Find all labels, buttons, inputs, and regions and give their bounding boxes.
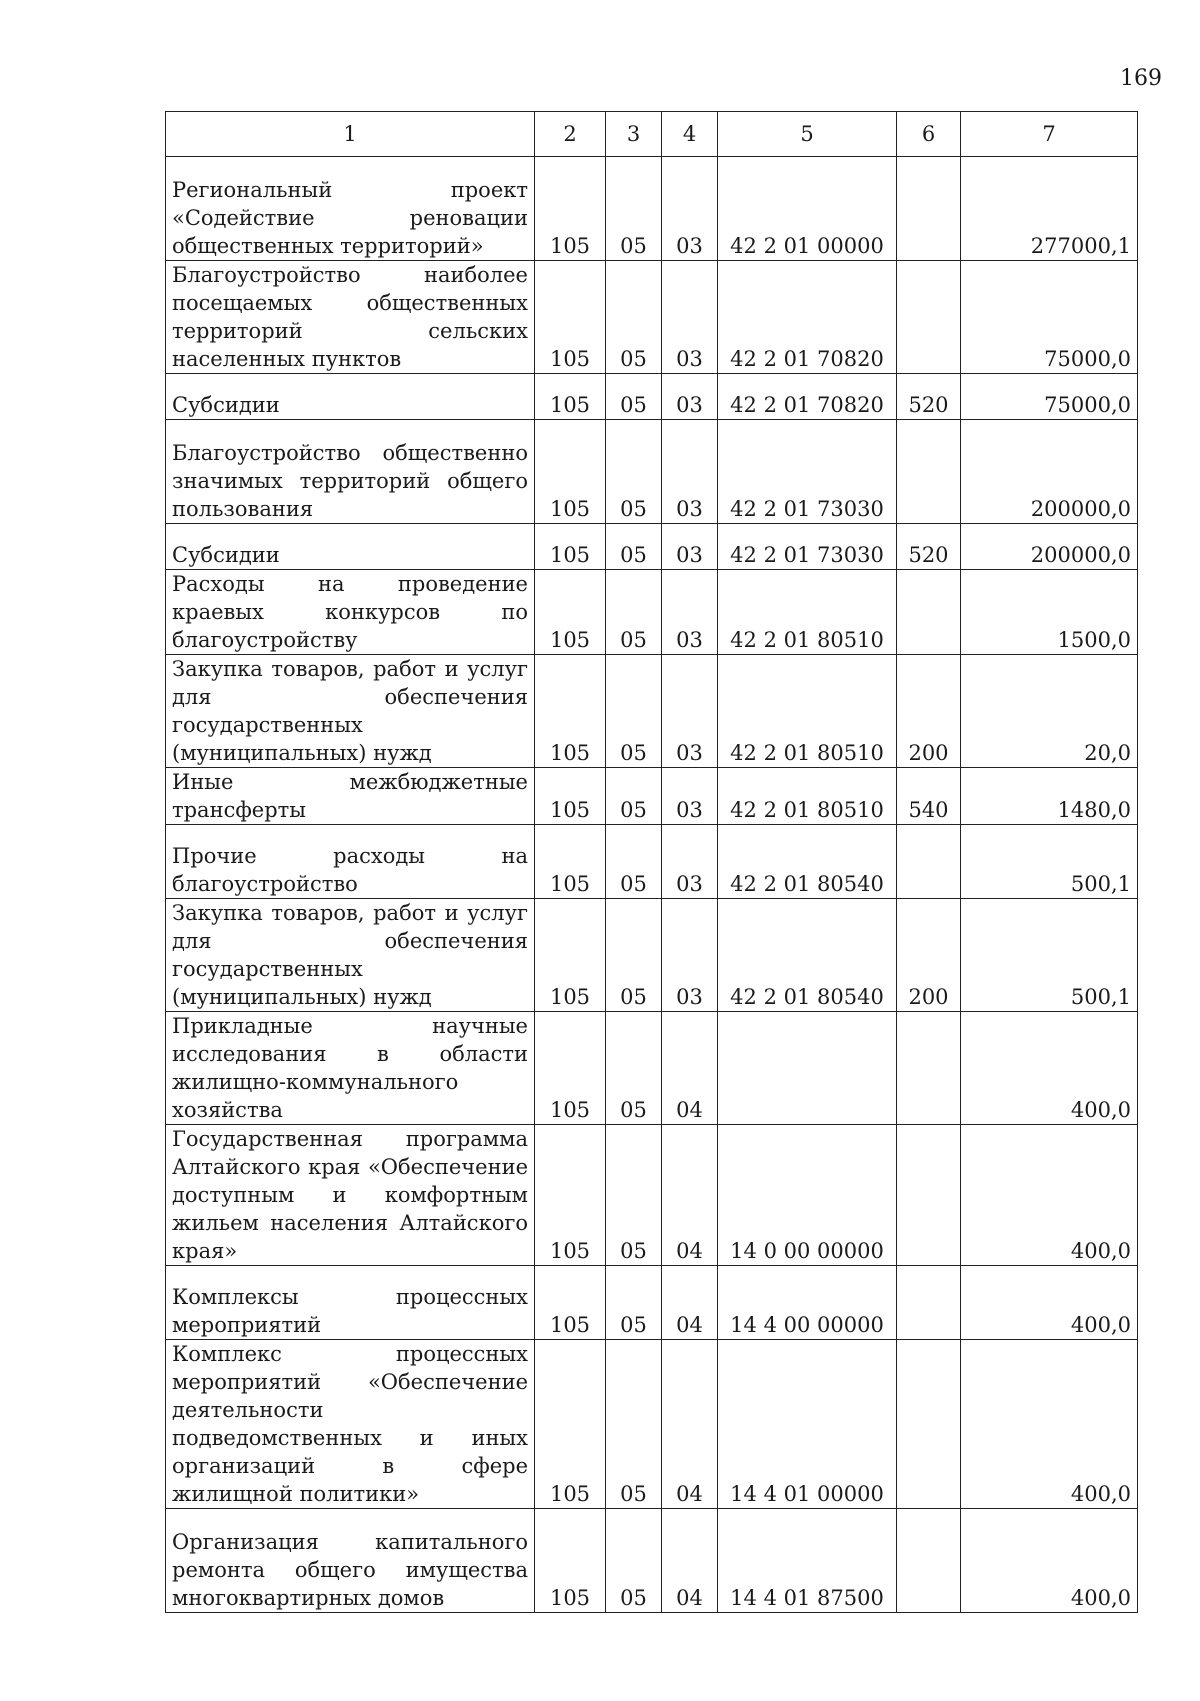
- row-name: Государственная программа Алтайского края «Обеспечение доступным и комфортным жильем населения Алтайского края»: [166, 1125, 535, 1266]
- row-amount: 277000,1: [961, 157, 1138, 261]
- row-name: Организация капитального ремонта общего имущества многоквартирных домов: [166, 1509, 535, 1613]
- row-ministry-code: 105: [535, 655, 606, 768]
- table-row: [166, 261, 1138, 374]
- row-target-code: 14 4 01 87500: [718, 1509, 897, 1613]
- row-section-code: 05: [606, 524, 662, 570]
- row-section-code: 05: [606, 570, 662, 655]
- row-expense-type: [897, 825, 961, 899]
- row-expense-type: 540: [897, 768, 961, 825]
- row-ministry-code: 105: [535, 374, 606, 420]
- row-subsection-code: 04: [662, 1125, 718, 1266]
- row-subsection-code: 03: [662, 899, 718, 1012]
- row-subsection-code: 04: [662, 1266, 718, 1340]
- row-section-code: 05: [606, 768, 662, 825]
- header-col-1: 1: [166, 112, 535, 157]
- row-expense-type: [897, 157, 961, 261]
- row-amount: 75000,0: [961, 374, 1138, 420]
- row-target-code: 42 2 01 80540: [718, 899, 897, 1012]
- row-section-code: 05: [606, 899, 662, 1012]
- row-ministry-code: 105: [535, 899, 606, 1012]
- row-target-code: 14 4 01 00000: [718, 1340, 897, 1509]
- row-section-code: 05: [606, 655, 662, 768]
- row-subsection-code: 03: [662, 655, 718, 768]
- row-amount: 400,0: [961, 1012, 1138, 1125]
- row-name: Субсидии: [166, 524, 535, 570]
- row-expense-type: [897, 1012, 961, 1125]
- row-amount: 1500,0: [961, 570, 1138, 655]
- row-target-code: 42 2 01 73030: [718, 524, 897, 570]
- row-target-code: 42 2 01 73030: [718, 420, 897, 524]
- row-name: Закупка товаров, работ и услуг для обеспечения государственных (муниципальных) нужд: [166, 899, 535, 1012]
- table-row: [166, 374, 1138, 420]
- row-target-code: 42 2 01 80540: [718, 825, 897, 899]
- row-name: Иные межбюджетные трансферты: [166, 768, 535, 825]
- row-ministry-code: 105: [535, 157, 606, 261]
- header-col-3: 3: [606, 112, 662, 157]
- row-subsection-code: 03: [662, 261, 718, 374]
- row-expense-type: 520: [897, 524, 961, 570]
- table-row: [166, 157, 1138, 261]
- row-amount: 200000,0: [961, 420, 1138, 524]
- row-section-code: 05: [606, 1125, 662, 1266]
- budget-table: [165, 111, 1138, 1613]
- row-section-code: 05: [606, 1012, 662, 1125]
- row-amount: 500,1: [961, 899, 1138, 1012]
- row-subsection-code: 04: [662, 1012, 718, 1125]
- row-name: Благоустройство общественно значимых территорий общего пользования: [166, 420, 535, 524]
- row-expense-type: [897, 1125, 961, 1266]
- row-name: Региональный проект «Содействие реновации общественных территорий»: [166, 157, 535, 261]
- row-target-code: 42 2 01 80510: [718, 768, 897, 825]
- row-amount: 400,0: [961, 1125, 1138, 1266]
- row-expense-type: [897, 1340, 961, 1509]
- row-amount: 1480,0: [961, 768, 1138, 825]
- row-subsection-code: 03: [662, 524, 718, 570]
- row-expense-type: 200: [897, 655, 961, 768]
- table-row: [166, 655, 1138, 768]
- header-col-6: 6: [897, 112, 961, 157]
- page-number: 169: [1120, 66, 1162, 91]
- row-amount: 20,0: [961, 655, 1138, 768]
- header-row: [166, 112, 1138, 157]
- row-expense-type: 200: [897, 899, 961, 1012]
- row-target-code: [718, 1012, 897, 1125]
- table-row: [166, 899, 1138, 1012]
- table-row: [166, 768, 1138, 825]
- row-target-code: 14 0 00 00000: [718, 1125, 897, 1266]
- row-ministry-code: 105: [535, 1340, 606, 1509]
- row-amount: 400,0: [961, 1509, 1138, 1613]
- row-subsection-code: 03: [662, 157, 718, 261]
- row-subsection-code: 03: [662, 768, 718, 825]
- row-section-code: 05: [606, 420, 662, 524]
- row-subsection-code: 03: [662, 825, 718, 899]
- row-subsection-code: 03: [662, 420, 718, 524]
- row-name: Благоустройство наиболее посещаемых общественных территорий сельских населенных пунктов: [166, 261, 535, 374]
- row-section-code: 05: [606, 1340, 662, 1509]
- table-row: [166, 1012, 1138, 1125]
- row-section-code: 05: [606, 825, 662, 899]
- table-row: [166, 420, 1138, 524]
- row-section-code: 05: [606, 1509, 662, 1613]
- row-subsection-code: 04: [662, 1509, 718, 1613]
- row-expense-type: [897, 570, 961, 655]
- row-amount: 75000,0: [961, 261, 1138, 374]
- row-target-code: 42 2 01 70820: [718, 261, 897, 374]
- row-name: Комплексы процессных мероприятий: [166, 1266, 535, 1340]
- row-ministry-code: 105: [535, 1266, 606, 1340]
- row-expense-type: 520: [897, 374, 961, 420]
- row-subsection-code: 04: [662, 1340, 718, 1509]
- table-row: [166, 524, 1138, 570]
- row-ministry-code: 105: [535, 1012, 606, 1125]
- table-row: [166, 570, 1138, 655]
- row-target-code: 14 4 00 00000: [718, 1266, 897, 1340]
- row-target-code: 42 2 01 80510: [718, 570, 897, 655]
- row-amount: 200000,0: [961, 524, 1138, 570]
- row-name: Прочие расходы на благоустройство: [166, 825, 535, 899]
- row-expense-type: [897, 420, 961, 524]
- row-expense-type: [897, 1509, 961, 1613]
- row-section-code: 05: [606, 261, 662, 374]
- row-ministry-code: 105: [535, 1125, 606, 1266]
- row-ministry-code: 105: [535, 420, 606, 524]
- row-name: Субсидии: [166, 374, 535, 420]
- header-col-5: 5: [718, 112, 897, 157]
- table-row: [166, 1509, 1138, 1613]
- row-ministry-code: 105: [535, 570, 606, 655]
- header-col-2: 2: [535, 112, 606, 157]
- row-ministry-code: 105: [535, 524, 606, 570]
- row-name: Расходы на проведение краевых конкурсов по благоустройству: [166, 570, 535, 655]
- header-col-7: 7: [961, 112, 1138, 157]
- row-subsection-code: 03: [662, 374, 718, 420]
- header-col-4: 4: [662, 112, 718, 157]
- row-amount: 500,1: [961, 825, 1138, 899]
- row-target-code: 42 2 01 00000: [718, 157, 897, 261]
- row-target-code: 42 2 01 80510: [718, 655, 897, 768]
- row-section-code: 05: [606, 1266, 662, 1340]
- row-target-code: 42 2 01 70820: [718, 374, 897, 420]
- table-row: [166, 1266, 1138, 1340]
- table-row: [166, 825, 1138, 899]
- row-subsection-code: 03: [662, 570, 718, 655]
- row-ministry-code: 105: [535, 261, 606, 374]
- row-ministry-code: 105: [535, 768, 606, 825]
- table-row: [166, 1125, 1138, 1266]
- row-amount: 400,0: [961, 1340, 1138, 1509]
- row-section-code: 05: [606, 157, 662, 261]
- row-name: Закупка товаров, работ и услуг для обеспечения государственных (муниципальных) нужд: [166, 655, 535, 768]
- row-ministry-code: 105: [535, 1509, 606, 1613]
- table-row: [166, 1340, 1138, 1509]
- row-expense-type: [897, 1266, 961, 1340]
- row-expense-type: [897, 261, 961, 374]
- row-section-code: 05: [606, 374, 662, 420]
- row-ministry-code: 105: [535, 825, 606, 899]
- row-amount: 400,0: [961, 1266, 1138, 1340]
- row-name: Прикладные научные исследования в области жилищно-коммунального хозяйства: [166, 1012, 535, 1125]
- row-name: Комплекс процессных мероприятий «Обеспечение деятельности подведомственных и иных организаций в сфере жилищной политики»: [166, 1340, 535, 1509]
